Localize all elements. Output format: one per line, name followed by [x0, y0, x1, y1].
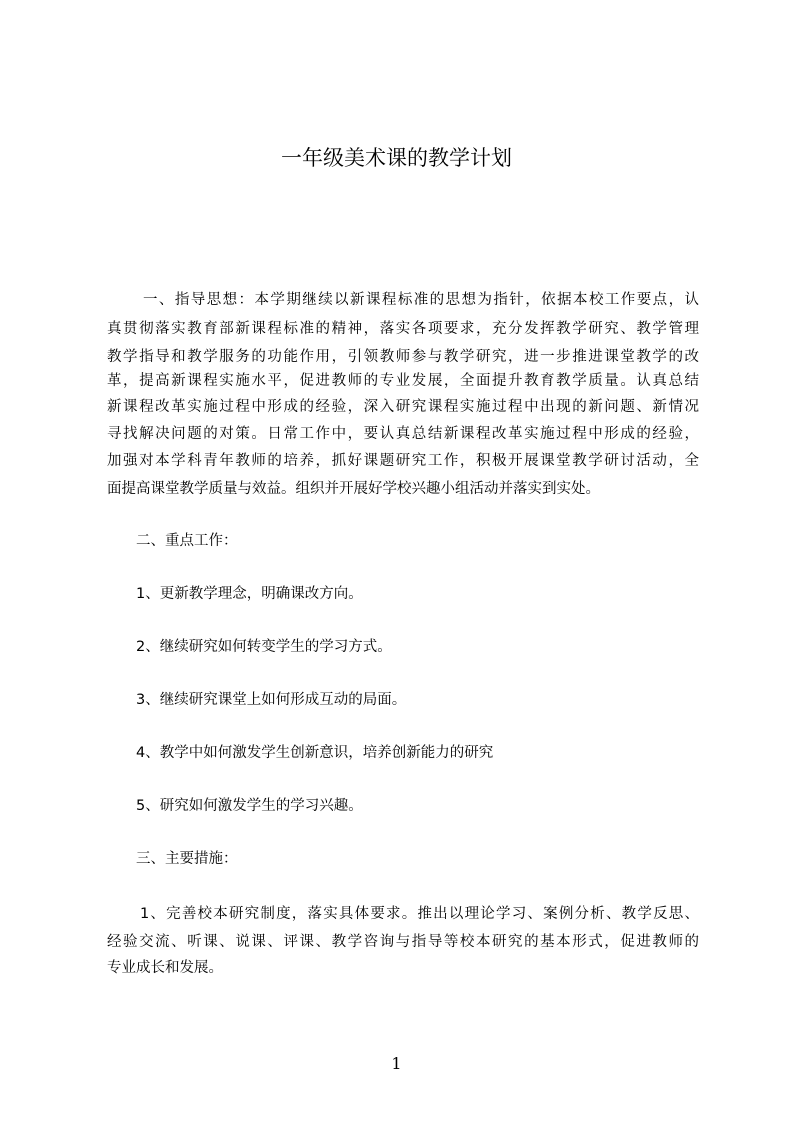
list-item: 1、更新教学理念，明确课改方向。: [136, 586, 363, 602]
list-item: 4、教学中如何激发学生创新意识，培养创新能力的研究: [136, 745, 494, 761]
paragraph-line: 寻找解决问题的对策。日常工作中，要认真总结新课程改革实施过程中形成的经验，: [107, 426, 699, 442]
paragraph-line: 革，提高新课程实施水平，促进教师的专业发展，全面提升教育教学质量。认真总结: [107, 373, 699, 389]
paragraph-line: 加强对本学科青年教师的培养，抓好课题研究工作，积极开展课堂教学研讨活动，全: [107, 453, 699, 469]
list-item: 2、继续研究如何转变学生的学习方式。: [136, 639, 392, 655]
section-heading: 二、重点工作：: [136, 533, 238, 549]
paragraph-line: 专业成长和发展。: [107, 960, 223, 976]
document-title: 一年级美术课的教学计划: [281, 146, 512, 170]
paragraph-line: 1、完善校本研究制度，落实具体要求。推出以理论学习、案例分析、教学反思、: [140, 906, 699, 922]
paragraph-line: 教学指导和教学服务的功能作用，引领教师参与教学研究，进一步推进课堂教学的改: [107, 349, 699, 365]
list-item: 3、继续研究课堂上如何形成互动的局面。: [136, 692, 407, 708]
paragraph-line: 经验交流、听课、说课、评课、教学咨询与指导等校本研究的基本形式，促进教师的: [107, 934, 699, 950]
section-heading: 三、主要措施：: [136, 851, 238, 867]
list-item: 5、研究如何激发学生的学习兴趣。: [136, 798, 363, 814]
paragraph-line: 新课程改革实施过程中形成的经验，深入研究课程实施过程中出现的新问题、新情况: [107, 399, 699, 415]
paragraph-line: 真贯彻落实教育部新课程标准的精神，落实各项要求，充分发挥教学研究、教学管理: [107, 321, 699, 337]
paragraph-line: 面提高课堂教学质量与效益。组织并开展好学校兴趣小组活动并落实到实处。: [107, 481, 600, 497]
page-number: 1: [391, 1054, 402, 1073]
paragraph-line: 一、指导思想：本学期继续以新课程标准的思想为指针，依据本校工作要点，认: [143, 292, 699, 308]
